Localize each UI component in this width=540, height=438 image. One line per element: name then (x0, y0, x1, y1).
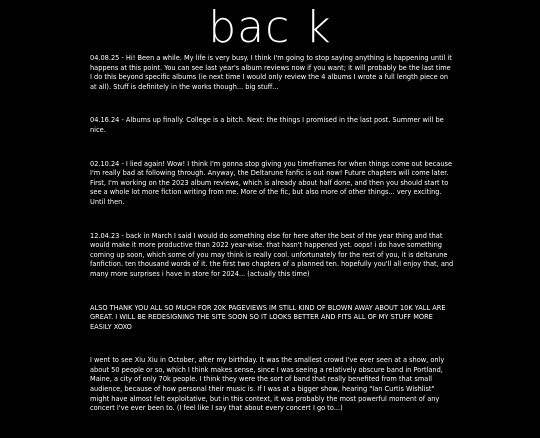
post-12-04-23: 12.04.23 - back in March I said I would do something else for here after the best of the year thing and that would make it more productive than 2022 year-wise. that hasn't happened yet. oops! i do have something coming up soon, which some of you may think is really cool. unfortunately for the rest of you, it is deltarune fanfiction. ten thousand words of it. the first two chapters of a planned ten. hopefully you'll all enjoy that, and many more surprises i have in store for 2024... (actually this time) (90, 231, 454, 278)
post-xiu-xiu-concert: I went to see Xiu Xiu in October, after my birthday. It was the smallest crowd I've ever seen at a show, only about 50 people or so, which I think makes sense, since I was seeing a relatively obscure band in Portland, Maine, a city of only 70k people. I think they were the sort of band that really benefited from that small audience, because of how personal their music is. If I was at a bigger show, hearing "Ian Curtis Wishlist" might have almost felt exploitative, but in this context, it was probably the most powerful moment of any concert I've ever been to. (I feel like I say that about every concert I go to...) (90, 356, 445, 413)
post-04-16-24: 04.16.24 - Albums up finally. College is a bitch. Next: the things I promised in the last post. Summer will be nice. (90, 116, 444, 134)
post-pageviews-announcement: ALSO THANK YOU ALL SO MUCH FOR 20K PAGEVIEWS IM STILL KIND OF BLOWN AWAY ABOUT 10K YALL ARE GREAT. I WILL BE REDESIGNING THE SITE SOON SO IT LOOKS BETTER AND FITS ALL OF MY STUFF MORE EASILY XOXO (90, 303, 446, 331)
post-04-08-25: 04.08.25 - Hi! Been a while. My life is very busy. I think I'm going to stop saying anything is happening until it happens at this point. You can see last year's album reviews now if you want; it will probably be the last time I do this beyond specific albums (ie next time I would only review the 4 albums I wrote a full length piece on at all). Stuff is definitely in the works though... big stuff... (90, 54, 452, 91)
posts-feed (90, 54, 454, 438)
page-title: bac k (208, 2, 332, 53)
post-02-10-24: 02.10.24 - I lied again! Wow! I think I'm gonna stop giving you timeframes for when things come out because I'm really bad at following through. Anyway, the Deltarune fanfic is out now! Future chapters will come later. First, I'm working on the 2023 album reviews, which is already about half done, and then you should start to see a whole lot more fiction writing from me. More of the fic, but also more of other things... very exciting. Until then. (90, 159, 453, 206)
